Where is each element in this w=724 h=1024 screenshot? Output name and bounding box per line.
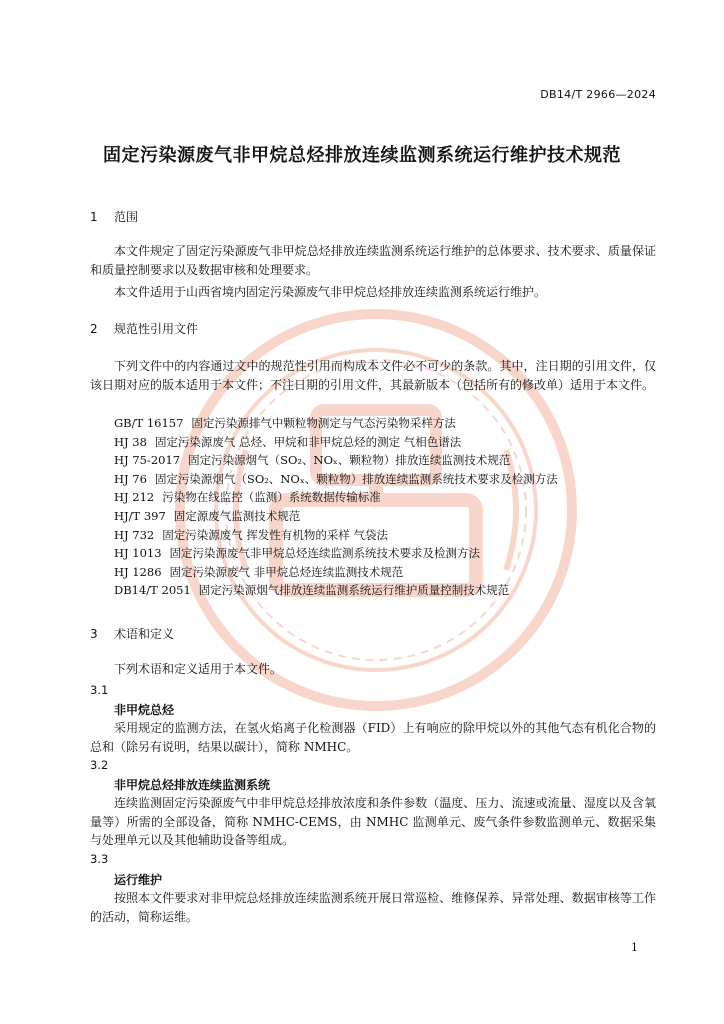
reference-item: GB/T 16157 固定污染源排气中颗粒物测定与气态污染物采样方法 xyxy=(114,416,456,430)
reference-item: HJ/T 397 固定源废气监测技术规范 xyxy=(114,508,301,523)
section-title: 术语和定义 xyxy=(114,627,175,641)
term-definition: 连续监测固定污染源废气中非甲烷总烃排放浓度和条件参数（温度、压力、流速或流量、湿度以及含氧量等）所需的全部设备，简称 NMHC-CEMS，由 NMHC 监测单元、废气条件参数监测单元、数据采集与处理单元以及其他辅助设备等组成。 xyxy=(90,796,656,847)
section-1-paragraph-1: 本文件规定了固定污染源废气非甲烷总烃排放连续监测系统运行维护的总体要求、技术要求、质量保证和质量控制要求以及数据审核和处理要求。 xyxy=(90,244,656,277)
reference-item: HJ 38 固定污染源废气 总烃、甲烷和非甲烷总烃的测定 气相色谱法 xyxy=(114,434,462,449)
term-definition: 采用规定的监测方法，在氢火焰离子化检测器（FID）上有响应的除甲烷以外的其他气态有机化合物的总和（除另有说明，结果以碳计），简称 NMHC。 xyxy=(90,721,656,754)
document-title: 固定污染源废气非甲烷总烃排放连续监测系统运行维护技术规范 xyxy=(103,145,621,166)
reference-item: HJ 732 固定污染源废气 挥发性有机物的采样 气袋法 xyxy=(114,527,389,542)
page-number: 1 xyxy=(631,941,638,954)
section-2-heading xyxy=(90,320,198,337)
term-name: 非甲烷总烃排放连续监测系统 xyxy=(114,778,271,792)
reference-item: HJ 75-2017 固定污染源烟气（SO₂、NOₓ、颗粒物）排放连续监测技术规范 xyxy=(114,453,511,468)
section-1-paragraph-2: 本文件适用于山西省境内固定污染源废气非甲烷总烃排放连续监测系统运行维护。 xyxy=(114,285,547,299)
reference-item: HJ 1286 固定污染源废气 非甲烷总烃连续监测技术规范 xyxy=(114,564,404,579)
section-number: 1 xyxy=(90,210,98,224)
term-number: 3.3 xyxy=(90,852,109,866)
term-number: 3.2 xyxy=(90,758,109,772)
reference-item: HJ 212 污染物在线监控（监测）系统数据传输标准 xyxy=(114,490,381,505)
reference-item: HJ 1013 固定污染源废气非甲烷总烃连续监测系统技术要求及检测方法 xyxy=(114,546,481,561)
section-2-paragraph-1: 下列文件中的内容通过文中的规范性引用而构成本文件必不可少的条款。其中，注日期的引用文件，仅该日期对应的版本适用于本文件；不注日期的引用文件，其最新版本（包括所有的修改单）适用于本文件。 xyxy=(90,359,656,392)
section-3-heading xyxy=(90,625,174,642)
reference-item: DB14/T 2051 固定污染源烟气排放连续监测系统运行维护质量控制技术规范 xyxy=(114,583,510,598)
document-code: DB14/T 2966—2024 xyxy=(540,88,656,101)
section-3-paragraph-1: 下列术语和定义适用于本文件。 xyxy=(114,662,283,676)
section-title: 规范性引用文件 xyxy=(114,322,199,336)
reference-list xyxy=(114,414,558,600)
term-name: 非甲烷总烃 xyxy=(114,703,175,717)
section-number: 3 xyxy=(90,627,98,641)
section-1-heading xyxy=(90,208,138,225)
section-number: 2 xyxy=(90,322,98,336)
section-title: 范围 xyxy=(114,210,139,224)
term-number: 3.1 xyxy=(90,683,109,697)
term-name: 运行维护 xyxy=(114,873,163,887)
reference-item: HJ 76 固定污染源烟气（SO₂、NOₓ、颗粒物）排放连续监测系统技术要求及检测方法 xyxy=(114,471,558,486)
term-definition: 按照本文件要求对非甲烷总烃排放连续监测系统开展日常巡检、维修保养、异常处理、数据审核等工作的活动，简称运维。 xyxy=(90,891,656,924)
